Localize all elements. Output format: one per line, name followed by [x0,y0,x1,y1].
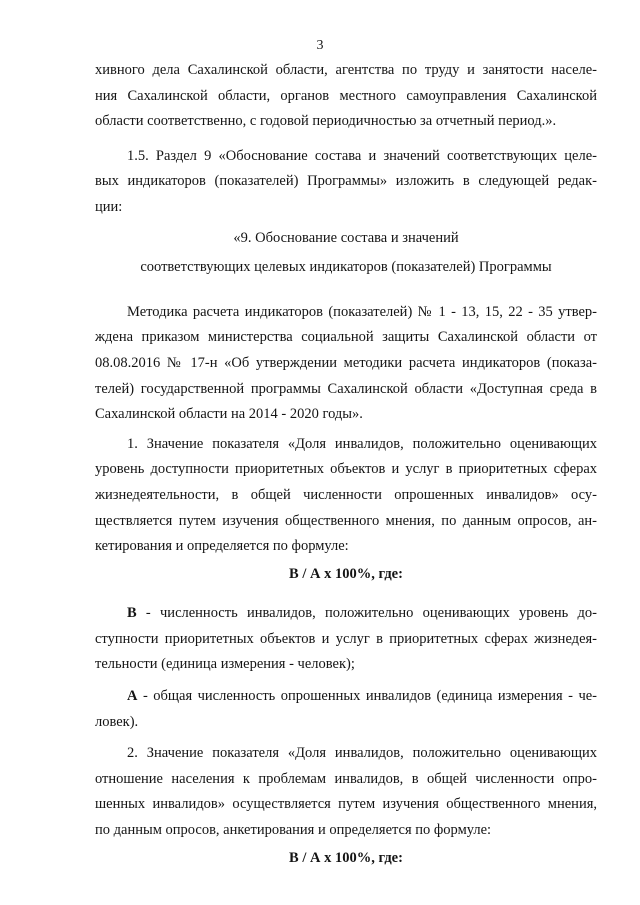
text-line [95,601,597,627]
text-line: ступности приоритетных объектов и услуг в приоритетных сферах жизнедея- [95,630,597,647]
heading-line-2: соответствующих целевых индикаторов (показателей) Программы [140,259,552,276]
text-line: по данным опросов, анкетирования и определяется по формуле: [95,822,492,839]
text-line: отношение населения к проблемам инвалидов, в общей численности опро- [95,770,597,787]
text-line: кетирования и определяется по формуле: [95,538,349,555]
definition-text: - общая численность опрошенных инвалидов (единица измерения - че- [137,688,597,705]
text-line: 1.5. Раздел 9 «Обоснование состава и значений соответствующих целе- [127,147,597,164]
text-line: 08.08.2016 № 17-н «Об утверждении методики расчета индикаторов (показа- [95,354,597,371]
text-line: ществляется путем изучения общественного мнения, по данным опросов, ан- [95,512,597,529]
text-line: области соответственно, с годовой периодичностью за отчетный период.». [95,113,557,130]
text-line: Методика расчета индикаторов (показателей) № 1 - 13, 15, 22 - 35 утвер- [127,303,597,320]
text-line: ции: [95,198,123,215]
text-line: телей) государственной программы Сахалинской области «Доступная среда в [95,380,597,397]
text-line: уровень доступности приоритетных объектов и услуг в приоритетных сферах [95,461,597,478]
term-b: В [127,605,137,622]
paragraph-amendment [95,144,597,221]
text-line: тельности (единица измерения - человек); [95,656,355,673]
definition-text: - численность инвалидов, положительно оценивающих уровень до- [136,605,597,622]
paragraph-continuation [95,58,597,135]
section-heading [95,226,597,281]
formula: В / А х 100%, где: [289,849,403,866]
text-line: шенных инвалидов» осуществляется путем изучения общественного мнения, [95,796,597,813]
text-line: 2. Значение показателя «Доля инвалидов, положительно оценивающих [127,745,597,762]
paragraph-indicator-1 [95,432,597,560]
term-a: А [127,688,138,705]
definition-a [95,684,597,735]
text-line: 1. Значение показателя «Доля инвалидов, положительно оценивающих [127,435,597,452]
text-line: хивного дела Сахалинской области, агентства по труду и занятости населе- [95,62,597,78]
paragraph-indicator-2 [95,741,597,843]
paragraph-methodology [95,300,597,428]
text-line: ловек). [95,713,139,730]
heading-line-1: «9. Обоснование состава и значений [233,229,459,246]
text-line: ждена приказом министерства социальной защиты Сахалинской области от [95,329,597,346]
definition-b [95,601,597,678]
page-number: 3 [316,38,324,53]
formula: В / А х 100%, где: [289,565,403,582]
text-line: вых индикаторов (показателей) Программы» изложить в следующей редак- [95,173,597,190]
document-body [95,58,597,871]
text-line: Сахалинской области на 2014 - 2020 годы». [95,406,363,423]
text-line: жизнедеятельности, в общей численности опрошенных инвалидов» осу- [95,486,597,503]
text-line: ния Сахалинской области, органов местного самоуправления Сахалинской [95,87,597,104]
text-line [95,684,597,710]
